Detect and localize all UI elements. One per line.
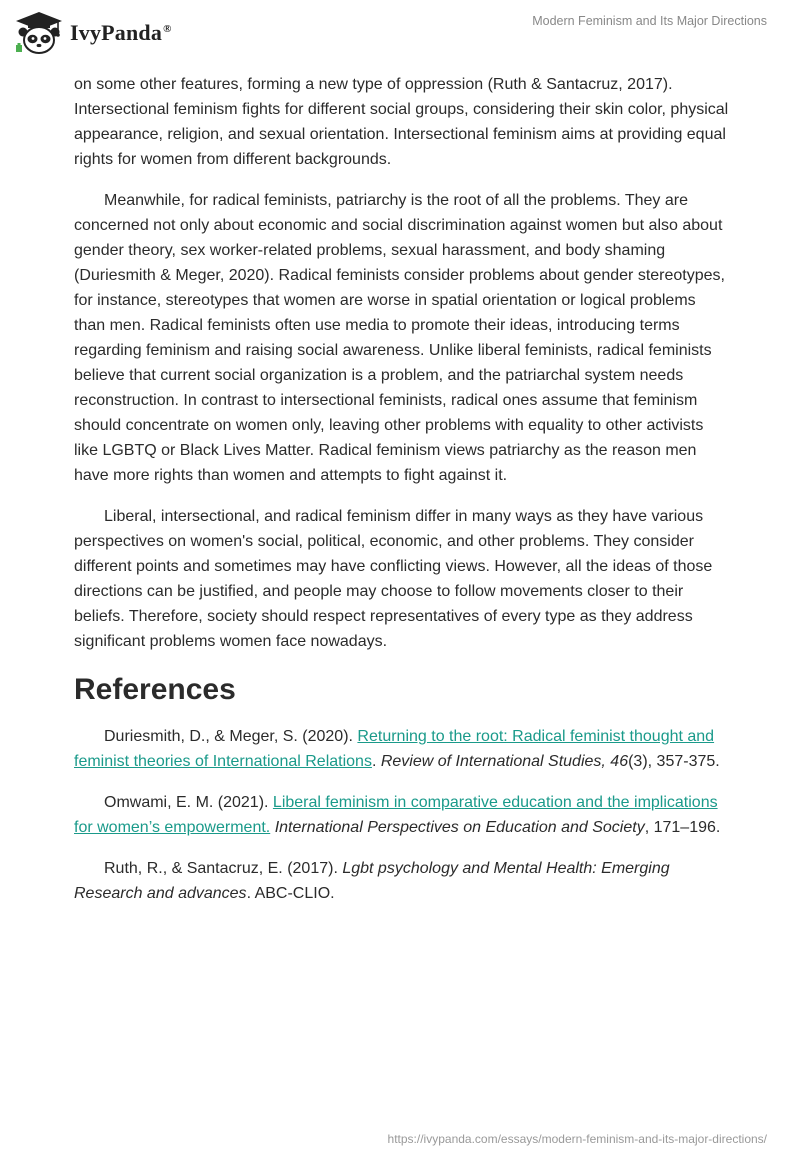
reference-journal: International Perspectives on Education and Society bbox=[274, 819, 645, 836]
page-header bbox=[0, 0, 800, 66]
ivypanda-logo[interactable] bbox=[14, 10, 172, 56]
reference-journal: Review of International Studies, 46 bbox=[380, 753, 629, 770]
reference-rest: . ABC-CLIO. bbox=[246, 885, 335, 902]
paragraph-3: Liberal, intersectional, and radical feminism differ in many ways as they have various perspectives on women's social, political, economic, and other problems. They consider different points and sometimes may have conflicting views. However, all the ideas of those directions can be justified, and people may choose to follow movements closer to their beliefs. Therefore, society should respect representatives of every type as they address significant problems women face nowadays. bbox=[74, 508, 713, 650]
panda-graduate-icon bbox=[14, 10, 64, 56]
reference-book-title: Lgbt psychology and Mental Health: Emerging Research and advances bbox=[74, 860, 670, 902]
reference-item bbox=[74, 724, 730, 774]
reference-link[interactable]: Liberal feminism in comparative education and the implications for women’s empowerment. bbox=[74, 794, 718, 836]
footer-url[interactable]: https://ivypanda.com/essays/modern-feminism-and-its-major-directions/ bbox=[387, 1132, 767, 1146]
reference-authors: Duriesmith, D., & Meger, S. (2020). bbox=[104, 728, 358, 745]
references-heading: References bbox=[74, 673, 236, 706]
reference-rest: , 171–196. bbox=[644, 819, 721, 836]
reference-punct: . bbox=[371, 753, 381, 770]
reference-rest: (3), 357-375. bbox=[628, 753, 720, 770]
document-title: Modern Feminism and Its Major Directions bbox=[532, 14, 767, 28]
reference-item bbox=[74, 856, 730, 906]
essay-content bbox=[74, 72, 730, 922]
reference-authors: Ruth, R., & Santacruz, E. (2017). bbox=[104, 860, 343, 877]
reference-authors: Omwami, E. M. (2021). bbox=[104, 794, 273, 811]
logo-wordmark: IvyPanda® bbox=[70, 20, 172, 45]
paragraph-1: on some other features, forming a new type of oppression (Ruth & Santacruz, 2017). Intersectional feminism fights for different social groups, considering their skin color, physical appearance, religion, and sexual orientation. Intersectional feminism aims at providing equal rights for women from different backgrounds. bbox=[74, 76, 729, 168]
reference-item bbox=[74, 790, 730, 840]
paragraph-2: Meanwhile, for radical feminists, patriarchy is the root of all the problems. They are concerned not only about economic and social discrimination against women but also about gender theory, sex worker-related problems, sexual harassment, and body shaming (Duriesmith & Meger, 2020). Radical feminists consider problems about gender stereotypes, for instance, stereotypes that women are worse in spatial orientation or logical problems than men. Radical feminists often use media to promote their ideas, introducing terms regarding feminism and raising social awareness. Unlike liberal feminists, radical feminists believe that current social organization is a problem, and the patriarchal system needs reconstruction. In contrast to intersectional feminists, radical ones assume that feminism should concentrate on women only, leaving other problems with equality to other activists like LGBTQ or Black Lives Matter. Radical feminism views patriarchy as the reason men have more rights than women and attempts to fight against it. bbox=[74, 192, 725, 484]
reference-link[interactable]: Returning to the root: Radical feminist thought and feminist theories of International Relations bbox=[74, 728, 715, 770]
